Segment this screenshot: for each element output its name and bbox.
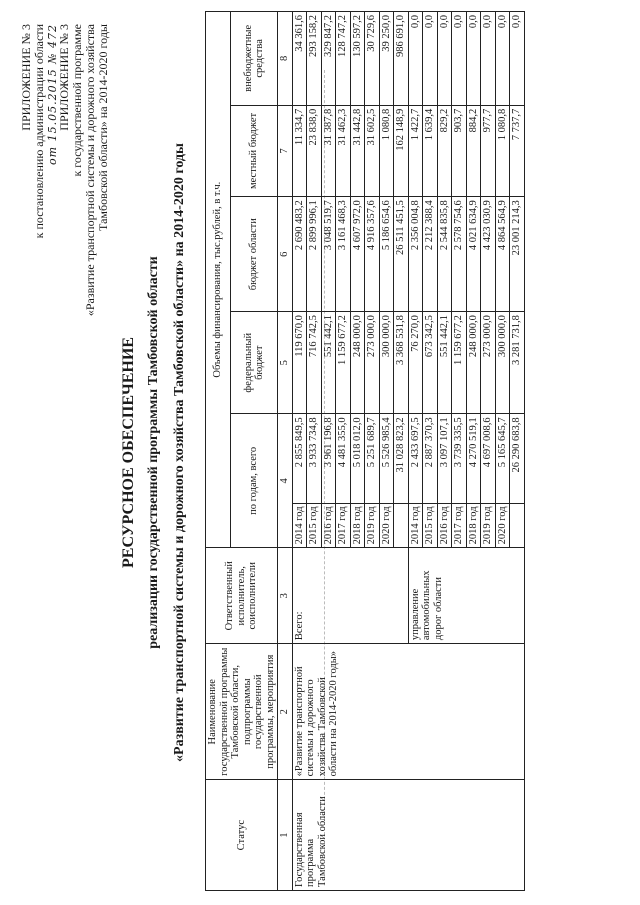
extra-cell: 34 361,6 bbox=[292, 12, 307, 106]
extra-total-cell: 986 691,0 bbox=[394, 12, 409, 106]
total-total-cell: 26 290 683,8 bbox=[510, 414, 525, 503]
federal-cell: 119 670,0 bbox=[292, 312, 307, 414]
total-cell: 3 933 734,8 bbox=[307, 414, 322, 503]
total-cell: 2 855 849,5 bbox=[292, 414, 307, 503]
header-regional: бюджет области bbox=[231, 197, 278, 312]
local-cell: 31 387,8 bbox=[321, 105, 336, 197]
table-row bbox=[292, 12, 307, 891]
regional-total-cell: 26 511 451,5 bbox=[394, 197, 409, 312]
local-cell: 884,2 bbox=[466, 105, 481, 197]
program-name-line2: Тамбовской области» на 2014-2020 годы bbox=[96, 24, 110, 231]
document-subtitle-2: «Развитие транспортной системы и дорожного хозяйства Тамбовской области» на 2014-2020 годы bbox=[172, 143, 187, 762]
local-total-cell: 7 737,7 bbox=[510, 105, 525, 197]
federal-cell: 673 342,5 bbox=[423, 312, 438, 414]
year-cell bbox=[394, 503, 409, 548]
resolution-line: к постановлению администрации области bbox=[32, 24, 46, 239]
to-program: к государственной программе bbox=[70, 24, 84, 177]
regional-cell: 2 899 996,1 bbox=[307, 197, 322, 312]
header-funding: Объемы финансирования, тыс.рублей, в т.ч. bbox=[206, 12, 231, 548]
program-header bbox=[58, 24, 110, 316]
document-subtitle-1: реализации государственной программы Тамбовской области bbox=[146, 256, 161, 649]
col-num: 3 bbox=[278, 548, 293, 644]
year-cell: 2017 год bbox=[452, 503, 467, 548]
local-cell: 11 334,7 bbox=[292, 105, 307, 197]
year-cell: 2015 год bbox=[307, 503, 322, 548]
extra-cell: 0,0 bbox=[423, 12, 438, 106]
col-num: 4 bbox=[278, 414, 293, 548]
local-cell: 1 639,4 bbox=[423, 105, 438, 197]
regional-cell: 4 607 972,0 bbox=[350, 197, 365, 312]
local-total-cell: 162 148,9 bbox=[394, 105, 409, 197]
header-local: местный бюджет bbox=[231, 105, 278, 197]
header-status: Статус bbox=[206, 780, 278, 891]
extra-total-cell: 0,0 bbox=[510, 12, 525, 106]
local-cell: 1 080,8 bbox=[379, 105, 394, 197]
funding-table bbox=[205, 11, 525, 891]
federal-cell: 300 000,0 bbox=[495, 312, 510, 414]
extra-cell: 0,0 bbox=[452, 12, 467, 106]
year-cell: 2020 год bbox=[379, 503, 394, 548]
year-cell: 2016 год bbox=[437, 503, 452, 548]
federal-cell: 273 000,0 bbox=[365, 312, 380, 414]
regional-cell: 4 916 357,6 bbox=[365, 197, 380, 312]
regional-cell: 4 021 634,9 bbox=[466, 197, 481, 312]
year-cell: 2019 год bbox=[365, 503, 380, 548]
federal-total-cell: 3 368 531,8 bbox=[394, 312, 409, 414]
total-cell: 4 697 008,6 bbox=[481, 414, 496, 503]
document-title: РЕСУРСНОЕ ОБЕСПЕЧЕНИЕ bbox=[120, 337, 137, 568]
regional-cell: 3 161 468,3 bbox=[336, 197, 351, 312]
federal-cell: 1 159 677,2 bbox=[336, 312, 351, 414]
regional-cell: 2 212 388,4 bbox=[423, 197, 438, 312]
total-cell: 2 887 370,3 bbox=[423, 414, 438, 503]
total-cell: 5 165 645,7 bbox=[495, 414, 510, 503]
year-cell bbox=[510, 503, 525, 548]
year-cell: 2016 год bbox=[321, 503, 336, 548]
year-cell: 2014 год bbox=[408, 503, 423, 548]
local-cell: 31 602,5 bbox=[365, 105, 380, 197]
local-cell: 903,7 bbox=[452, 105, 467, 197]
appendix-label: ПРИЛОЖЕНИЕ № 3 bbox=[19, 24, 33, 131]
executor-cell: Всего: bbox=[292, 548, 408, 644]
total-cell: 3 739 335,5 bbox=[452, 414, 467, 503]
local-cell: 31 442,8 bbox=[350, 105, 365, 197]
header-extra: внебюджетные средства bbox=[231, 12, 278, 106]
total-cell: 5 251 689,7 bbox=[365, 414, 380, 503]
local-cell: 977,7 bbox=[481, 105, 496, 197]
year-cell: 2018 год bbox=[466, 503, 481, 548]
header-name: Наименование государственной программы Тамбовской области, подпрограммы государственной программы, мероприятия bbox=[206, 644, 278, 780]
local-cell: 1 422,7 bbox=[408, 105, 423, 197]
header-federal: федеральный бюджет bbox=[231, 312, 278, 414]
regional-cell: 2 544 835,8 bbox=[437, 197, 452, 312]
year-cell: 2017 год bbox=[336, 503, 351, 548]
resolution-date: от 15.05.2015 № 472 bbox=[46, 24, 59, 165]
total-cell: 3 961 196,8 bbox=[321, 414, 336, 503]
regional-total-cell: 23 001 214,3 bbox=[510, 197, 525, 312]
extra-cell: 0,0 bbox=[481, 12, 496, 106]
extra-cell: 329 847,2 bbox=[321, 12, 336, 106]
regional-cell: 4 423 030,9 bbox=[481, 197, 496, 312]
federal-cell: 248 000,0 bbox=[350, 312, 365, 414]
federal-cell: 248 000,0 bbox=[466, 312, 481, 414]
header-executor: Ответственный исполнитель, соисполнители bbox=[206, 548, 278, 644]
total-total-cell: 31 028 823,2 bbox=[394, 414, 409, 503]
col-num: 6 bbox=[278, 197, 293, 312]
extra-cell: 0,0 bbox=[437, 12, 452, 106]
col-num: 1 bbox=[278, 780, 293, 891]
col-num: 7 bbox=[278, 105, 293, 197]
year-cell: 2019 год bbox=[481, 503, 496, 548]
federal-cell: 1 159 677,2 bbox=[452, 312, 467, 414]
regional-cell: 4 864 564,9 bbox=[495, 197, 510, 312]
local-cell: 829,2 bbox=[437, 105, 452, 197]
regional-cell: 2 356 004,8 bbox=[408, 197, 423, 312]
extra-cell: 130 597,2 bbox=[350, 12, 365, 106]
year-cell: 2018 год bbox=[350, 503, 365, 548]
year-cell: 2015 год bbox=[423, 503, 438, 548]
column-numbers-row bbox=[278, 12, 293, 891]
table-body bbox=[292, 12, 524, 891]
local-cell: 23 838,0 bbox=[307, 105, 322, 197]
extra-cell: 30 729,6 bbox=[365, 12, 380, 106]
year-cell: 2020 год bbox=[495, 503, 510, 548]
total-cell: 3 097 107,1 bbox=[437, 414, 452, 503]
extra-cell: 0,0 bbox=[466, 12, 481, 106]
regional-cell: 5 186 654,6 bbox=[379, 197, 394, 312]
regional-cell: 3 048 519,7 bbox=[321, 197, 336, 312]
local-cell: 1 080,8 bbox=[495, 105, 510, 197]
regional-cell: 2 578 754,6 bbox=[452, 197, 467, 312]
federal-cell: 300 000,0 bbox=[379, 312, 394, 414]
executor-cell: управление автомобильных дорог области bbox=[408, 548, 524, 644]
extra-cell: 0,0 bbox=[495, 12, 510, 106]
federal-cell: 273 000,0 bbox=[481, 312, 496, 414]
program-name-line1: «Развитие транспортной системы и дорожного хозяйства bbox=[83, 24, 97, 317]
federal-cell: 551 442,1 bbox=[437, 312, 452, 414]
total-cell: 4 481 355,0 bbox=[336, 414, 351, 503]
year-cell: 2014 год bbox=[292, 503, 307, 548]
federal-cell: 716 742,5 bbox=[307, 312, 322, 414]
appendix-label-2: ПРИЛОЖЕНИЕ № 3 bbox=[57, 24, 71, 131]
federal-total-cell: 3 281 731,8 bbox=[510, 312, 525, 414]
status-cell: Государственная программа Тамбовской области bbox=[292, 780, 524, 891]
extra-cell: 293 158,2 bbox=[307, 12, 322, 106]
federal-cell: 76 270,0 bbox=[408, 312, 423, 414]
federal-cell: 551 442,1 bbox=[321, 312, 336, 414]
extra-cell: 39 250,0 bbox=[379, 12, 394, 106]
total-cell: 4 270 519,1 bbox=[466, 414, 481, 503]
col-num: 5 bbox=[278, 312, 293, 414]
col-num: 8 bbox=[278, 12, 293, 106]
col-num: 2 bbox=[278, 644, 293, 780]
extra-cell: 0,0 bbox=[408, 12, 423, 106]
total-cell: 2 433 697,5 bbox=[408, 414, 423, 503]
extra-cell: 128 747,2 bbox=[336, 12, 351, 106]
header-by-year: по годам, всего bbox=[231, 414, 278, 548]
total-cell: 5 018 012,0 bbox=[350, 414, 365, 503]
total-cell: 5 526 985,4 bbox=[379, 414, 394, 503]
regional-cell: 2 690 483,2 bbox=[292, 197, 307, 312]
resolution-header bbox=[20, 24, 59, 238]
program-name-cell: «Развитие транспортной системы и дорожного хозяйства Тамбовской области на 2014-2020 годы» bbox=[292, 644, 524, 780]
local-cell: 31 462,3 bbox=[336, 105, 351, 197]
